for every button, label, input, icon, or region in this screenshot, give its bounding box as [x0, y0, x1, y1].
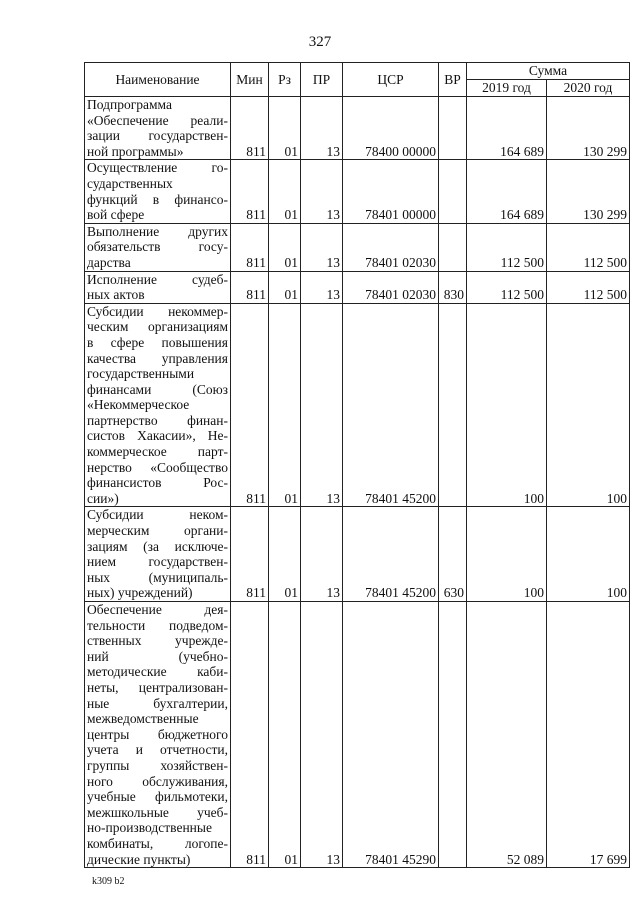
row-vr-cell: 830	[439, 271, 467, 303]
row-name-line: функций в финансо-	[87, 191, 228, 207]
row-vr-cell: 630	[439, 507, 467, 602]
row-pr-cell: 13	[301, 271, 343, 303]
row-name-line: зациям (за исключе-	[87, 538, 228, 554]
row-rz-cell: 01	[269, 303, 301, 507]
row-sum-2019-cell: 100	[467, 303, 547, 507]
header-sum: Сумма	[467, 63, 630, 80]
row-csr-cell: 78400 00000	[343, 97, 439, 160]
row-name-line: вой сфере	[87, 207, 145, 223]
header-name: Наименование	[85, 63, 231, 97]
row-csr-cell: 78401 02030	[343, 223, 439, 271]
row-name-cell	[85, 97, 231, 160]
row-min-cell: 811	[231, 97, 269, 160]
header-year-2020: 2020 год	[547, 80, 630, 97]
row-vr-cell	[439, 303, 467, 507]
table-body	[85, 97, 630, 868]
row-name-line: Субсидии некоммер-	[87, 303, 228, 319]
header-csr: ЦСР	[343, 63, 439, 97]
row-name-cell	[85, 507, 231, 602]
table-header	[85, 63, 630, 97]
row-pr-cell: 13	[301, 97, 343, 160]
row-csr-cell: 78401 02030	[343, 271, 439, 303]
row-name-cell	[85, 602, 231, 868]
row-pr-cell: 13	[301, 223, 343, 271]
row-name-line: неты, централизован-	[87, 679, 228, 695]
row-min-cell: 811	[231, 271, 269, 303]
row-name-line: «Обеспечение реали-	[87, 112, 228, 128]
table-row	[85, 223, 630, 271]
row-sum-2020-cell: 112 500	[547, 271, 630, 303]
row-sum-2020-cell: 112 500	[547, 223, 630, 271]
row-csr-cell: 78401 45200	[343, 303, 439, 507]
row-name-line: ных актов	[87, 287, 145, 303]
row-name-line: Выполнение других	[87, 223, 228, 239]
row-pr-cell: 13	[301, 602, 343, 868]
row-name-line: но-производственные	[87, 820, 212, 836]
row-name-line: учета и отчетности,	[87, 742, 228, 758]
table-row	[85, 97, 630, 160]
row-name-line: качества управления	[87, 350, 228, 366]
row-name-line: дарства	[87, 254, 131, 270]
row-sum-2019-cell: 164 689	[467, 160, 547, 223]
row-name-line: методические каби-	[87, 664, 228, 680]
row-name-line: учебные фильмотеки,	[87, 789, 228, 805]
row-rz-cell: 01	[269, 271, 301, 303]
row-vr-cell	[439, 160, 467, 223]
row-sum-2020-cell: 130 299	[547, 97, 630, 160]
row-name-cell	[85, 160, 231, 223]
row-name-line: группы хозяйствен-	[87, 757, 228, 773]
row-pr-cell: 13	[301, 303, 343, 507]
table-row	[85, 160, 630, 223]
row-name-line: Субсидии неком-	[87, 507, 228, 523]
row-min-cell: 811	[231, 303, 269, 507]
header-year-2019: 2019 год	[467, 80, 547, 97]
row-rz-cell: 01	[269, 602, 301, 868]
row-name-line: мерческим органи-	[87, 523, 228, 539]
row-name-line: тельности подведом-	[87, 617, 228, 633]
row-name-line: ний (учебно-	[87, 648, 228, 664]
row-name-line: межведомственные	[87, 711, 199, 727]
row-sum-2019-cell: 52 089	[467, 602, 547, 868]
row-name-line: сударственных	[87, 175, 173, 191]
row-sum-2019-cell: 164 689	[467, 97, 547, 160]
row-name-line: партнерство финан-	[87, 412, 228, 428]
row-name-line: сии»)	[87, 490, 119, 506]
table-row	[85, 303, 630, 507]
row-name-line: Исполнение судеб-	[87, 271, 228, 287]
row-name-line: ных) учреждений)	[87, 585, 193, 601]
header-rz: Рз	[269, 63, 301, 97]
row-min-cell: 811	[231, 507, 269, 602]
row-vr-cell	[439, 223, 467, 271]
header-vr: ВР	[439, 63, 467, 97]
row-csr-cell: 78401 00000	[343, 160, 439, 223]
row-name-line: Обеспечение дея-	[87, 602, 228, 617]
row-name-line: ной программы»	[87, 143, 184, 159]
row-min-cell: 811	[231, 160, 269, 223]
row-name-line: ного обслуживания,	[87, 773, 228, 789]
row-name-line: зации государствен-	[87, 128, 228, 144]
row-name-line: обязательств госу-	[87, 239, 228, 255]
row-name-line: дические пункты)	[87, 851, 191, 867]
table-row	[85, 271, 630, 303]
row-sum-2020-cell: 130 299	[547, 160, 630, 223]
row-name-line: ные бухгалтерии,	[87, 695, 228, 711]
row-name-line: нерство «Сообщество	[87, 459, 228, 475]
row-rz-cell: 01	[269, 223, 301, 271]
row-pr-cell: 13	[301, 160, 343, 223]
row-name-line: комбинаты, логопе-	[87, 835, 228, 851]
row-min-cell: 811	[231, 602, 269, 868]
row-name-line: ных (муниципаль-	[87, 569, 228, 585]
row-rz-cell: 01	[269, 507, 301, 602]
row-name-line: Осуществление го-	[87, 160, 228, 176]
row-name-line: государственными	[87, 366, 195, 382]
row-name-line: финансами (Союз	[87, 381, 228, 397]
row-rz-cell: 01	[269, 160, 301, 223]
header-pr: ПР	[301, 63, 343, 97]
row-name-line: коммерческое парт-	[87, 444, 228, 460]
row-sum-2020-cell: 100	[547, 303, 630, 507]
row-sum-2020-cell: 100	[547, 507, 630, 602]
row-csr-cell: 78401 45290	[343, 602, 439, 868]
table-row	[85, 507, 630, 602]
row-name-line: Подпрограмма	[87, 97, 172, 112]
row-name-line: центры бюджетного	[87, 726, 228, 742]
row-csr-cell: 78401 45200	[343, 507, 439, 602]
row-name-line: в сфере повышения	[87, 334, 228, 350]
row-vr-cell	[439, 602, 467, 868]
row-name-cell	[85, 271, 231, 303]
row-min-cell: 811	[231, 223, 269, 271]
header-min: Мин	[231, 63, 269, 97]
row-name-line: финансистов Рос-	[87, 475, 228, 491]
row-name-cell	[85, 303, 231, 507]
row-name-line: межшкольные учеб-	[87, 804, 228, 820]
row-name-line: нием государствен-	[87, 554, 228, 570]
table-row	[85, 602, 630, 868]
row-rz-cell: 01	[269, 97, 301, 160]
page-number: 327	[308, 34, 332, 50]
row-name-cell	[85, 223, 231, 271]
row-pr-cell: 13	[301, 507, 343, 602]
row-name-line: «Некоммерческое	[87, 397, 190, 413]
row-sum-2019-cell: 112 500	[467, 271, 547, 303]
row-name-line: систов Хакасии», Не-	[87, 428, 228, 444]
row-sum-2019-cell: 112 500	[467, 223, 547, 271]
row-vr-cell	[439, 97, 467, 160]
row-sum-2019-cell: 100	[467, 507, 547, 602]
budget-table	[84, 62, 630, 868]
row-name-line: ственных учрежде-	[87, 633, 228, 649]
footer-code: k309 b2	[92, 876, 125, 887]
row-name-line: ческим организациям	[87, 319, 228, 335]
row-sum-2020-cell: 17 699	[547, 602, 630, 868]
